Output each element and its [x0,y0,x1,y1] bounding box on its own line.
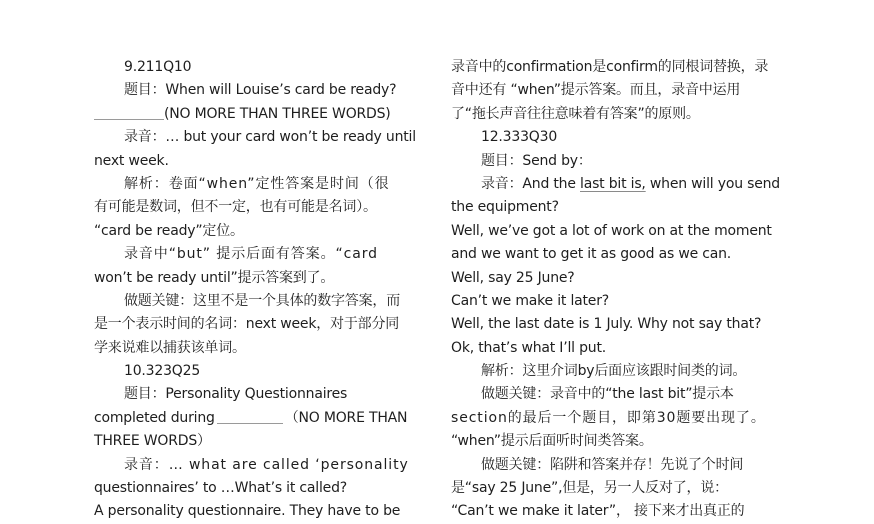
q30-number: 12.333Q30 [481,129,558,146]
q30-key2-1: 做题关键：陷阱和答案并存！先说了个时间 [481,456,744,473]
q30-recording-2: the equipment? [451,199,559,216]
q25-number: 10.323Q25 [124,363,201,380]
q30-question: 题目：Send by： [481,152,592,169]
q30-analysis: 解析：这里介词by后面应该跟时间类的词。 [481,363,747,380]
q10-limit-line [94,103,424,126]
q25-question-2 [94,407,424,430]
answer-blank [217,409,283,424]
q10-key-2: 是一个表示时间的名词：next week，对于部分同 [94,316,400,333]
q30-key2-2: 是“say 25 June”,但是，另一人反对了，说： [451,480,728,497]
dialog-2: and we want to get it as good as we can. [451,246,732,263]
q25-recording-1: 录音：… what are called ‘personality [124,456,409,473]
q25-question: 题目：Personality Questionnaires [124,386,348,403]
q10-key-1: 做题关键：这里不是一个具体的数字答案，而 [124,292,400,309]
q10-number: 9.211Q10 [124,59,192,75]
q10-analysis-2: 有可能是数词，但不一定，也有可能是名词）。 [94,199,377,216]
q30-key-1: 做题关键：录音中的“the last bit”提示本 [481,386,734,403]
q30-recording-a: 录音：And the [481,175,581,192]
q30-recording-b: last bit is, [580,175,646,192]
q10-analysis-1: 解析：卷面“when”定性答案是时间（很 [124,175,390,192]
dialog-4: Can’t we make it later? [451,292,610,309]
q10-limit: (NO MORE THAN THREE WORDS) [164,105,391,122]
right-column [451,56,781,524]
dialog-6: Ok, that’s what I’ll put. [451,339,607,356]
q10-question: 题目：When will Louise’s card be ready? [124,82,397,99]
q30-key-3: “when”提示后面听时间类答案。 [451,433,653,450]
intro-2: 音中还有 “when”提示答案。而且，录音中运用 [451,82,741,99]
dialog-5: Well, the last date is 1 July. Why not say that? [451,316,762,333]
q30-key2-3: “Can’t we make it later”， 接下来才出真正的 [451,503,745,520]
intro-1: 录音中的confirmation是confirm的同根词替换，录 [451,59,769,75]
q25-question-2b: （NO MORE THAN [284,409,408,426]
q25-question-3: THREE WORDS） [94,433,211,450]
q30-recording-1 [451,173,781,196]
q10-key-3: 学来说难以捕获该单词。 [94,339,246,356]
left-column [94,56,424,524]
dialog-3: Well, say 25 June? [451,269,575,286]
q10-recording-2: next week. [94,152,169,169]
dialog-1: Well, we’ve got a lot of work on at the moment [451,222,772,239]
q25-question-2a: completed during [94,409,215,426]
q25-recording-2: questionnaires’ to …What’s it called? [94,480,347,497]
q10-analysis-4: 录音中“but” 提示后面有答案。“card [124,246,378,263]
q10-analysis-3: “card be ready”定位。 [94,222,244,239]
q10-analysis-5: won’t be ready until”提示答案到了。 [94,269,335,286]
q30-key-2: section的最后一个题目，即第30题要出现了。 [451,409,766,426]
q10-recording-1: 录音：… but your card won’t be ready until [124,129,416,146]
answer-blank [94,105,164,120]
q30-recording-c: when will you send [645,175,780,192]
q25-recording-3: A personality questionnaire. They have to be [94,503,401,520]
intro-3: 了“拖长声音往往意味着有答案”的原则。 [451,105,700,122]
